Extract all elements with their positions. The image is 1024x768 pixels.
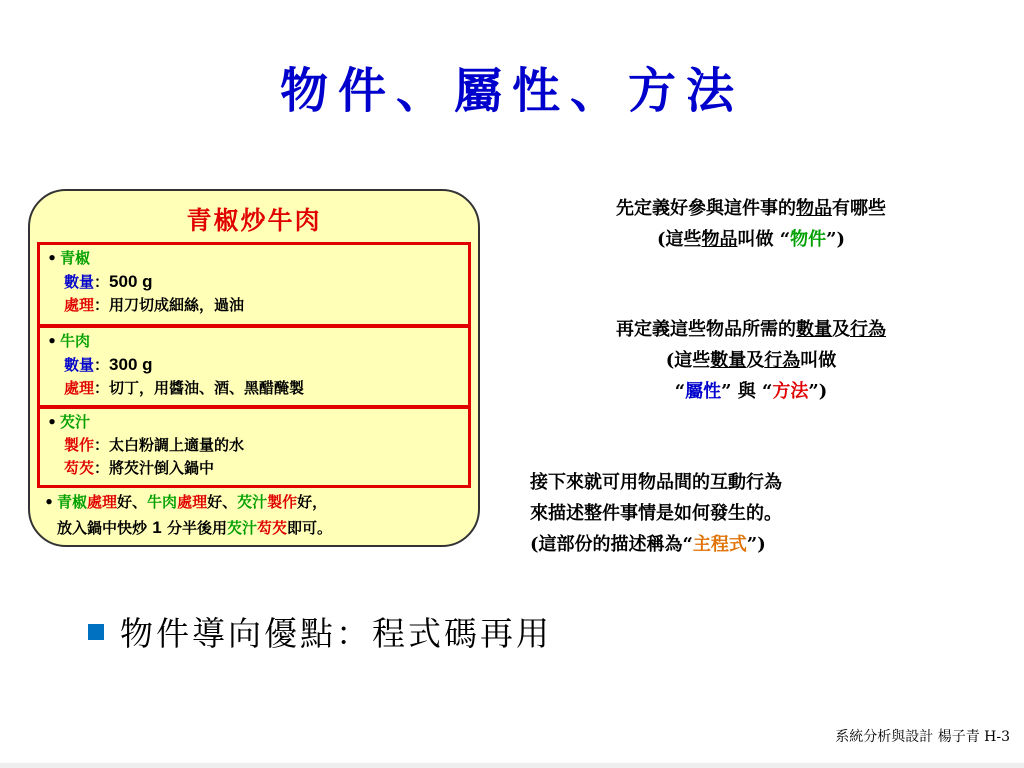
ingredient-name: 芡汁 [60,413,91,431]
square-bullet-icon [88,624,104,640]
quantity-label: 數量 [64,356,95,374]
final-text: 芡汁 [237,493,268,511]
thicken-value: 將芡汁倒入鍋中 [109,459,215,477]
note-text: ”) [826,229,846,250]
quantity-label: 數量 [64,273,95,291]
final-text: 牛肉 [147,493,178,511]
bullet-icon: • [44,493,54,511]
main-bullet [88,608,552,655]
make-value: 太白粉調上適量的水 [109,436,245,454]
final-text: 1 [152,518,162,537]
note-text: (這些 [665,350,711,371]
final-step [41,490,481,541]
ingredient-box-green-pepper: • 青椒 數量：500 g 處理：用刀切成細絲，過油 [37,242,471,327]
note-text: 接下來就可用物品間的互動行為 [530,472,782,493]
ingredient-box-beef: • 牛肉 數量：300 g 處理：切丁，用醬油、酒、黑醋醃製 [37,325,471,408]
note-keyword: 方法 [772,381,809,402]
process-label: 處理 [64,379,95,397]
ingredient-name: 青椒 [60,249,91,267]
final-text: 即可。 [287,519,333,537]
final-text: 好， [297,493,328,511]
thicken-label: 芶芡 [64,459,95,477]
recipe-title: 青椒炒牛肉 [186,206,322,235]
quantity-value: 500 g [109,272,153,291]
note-text: 物品 [701,229,738,250]
note-text: (這些 [656,229,702,250]
note-text: 物品 [796,198,832,219]
bullet-icon: • [47,413,57,431]
note-text: 數量 [796,319,832,340]
bullet-icon: • [47,249,57,267]
final-text: 處理 [87,493,118,511]
note-keyword: 物件 [790,229,827,250]
note-keyword: 主程式 [692,534,747,555]
note-text: 先定義好參與這件事的 [616,198,796,219]
note-text: 叫做 “ [737,229,791,250]
note-text: ”) [746,534,766,555]
final-text: 青椒 [57,493,88,511]
final-text: 製作 [267,493,298,511]
note-text: 及 [832,319,850,340]
ingredient-box-sauce: • 芡汁 製作：太白粉調上適量的水 芶芡：將芡汁倒入鍋中 [37,406,471,488]
main-bullet-text: 物件導向優點：程式碼再用 [120,614,552,653]
footer-divider [0,763,1024,768]
quantity-value: 300 g [109,355,153,374]
note-text: ”) [808,381,828,402]
note-text: “ [674,381,686,402]
note-text: 再定義這些物品所需的 [616,319,796,340]
note-text: 叫做 [800,350,837,371]
note-text: 及 [746,350,765,371]
note-keyword: 屬性 [685,381,722,402]
note-text: (這部份的描述稱為“ [530,534,693,555]
note-attributes-methods [516,314,986,407]
slide-title: 物件、屬性、方法 [279,63,744,119]
final-text: 好、 [117,493,148,511]
make-label: 製作 [64,436,95,454]
final-text: 好、 [207,493,238,511]
process-value: 用刀切成細絲，過油 [109,296,245,314]
final-text: 芶芡 [256,519,287,537]
footer: 系統分析與設計 楊子青 H-3 [835,729,1010,745]
bullet-icon: • [47,332,57,350]
note-main-program [530,467,950,560]
note-text: 來描述整件事情是如何發生的。 [530,503,782,524]
final-text: 分半後用 [166,519,227,537]
note-text: 數量 [710,350,747,371]
note-objects [516,193,986,255]
ingredient-name: 牛肉 [60,332,91,350]
note-text: ” 與 “ [721,381,773,402]
note-text: 行為 [850,319,886,340]
final-text: 處理 [177,493,208,511]
final-text: 芡汁 [226,519,257,537]
note-text: 行為 [764,350,801,371]
process-value: 切丁，用醬油、酒、黑醋醃製 [109,379,305,397]
note-text: 有哪些 [832,198,886,219]
final-text: 放入鍋中快炒 [57,519,148,537]
process-label: 處理 [64,296,95,314]
